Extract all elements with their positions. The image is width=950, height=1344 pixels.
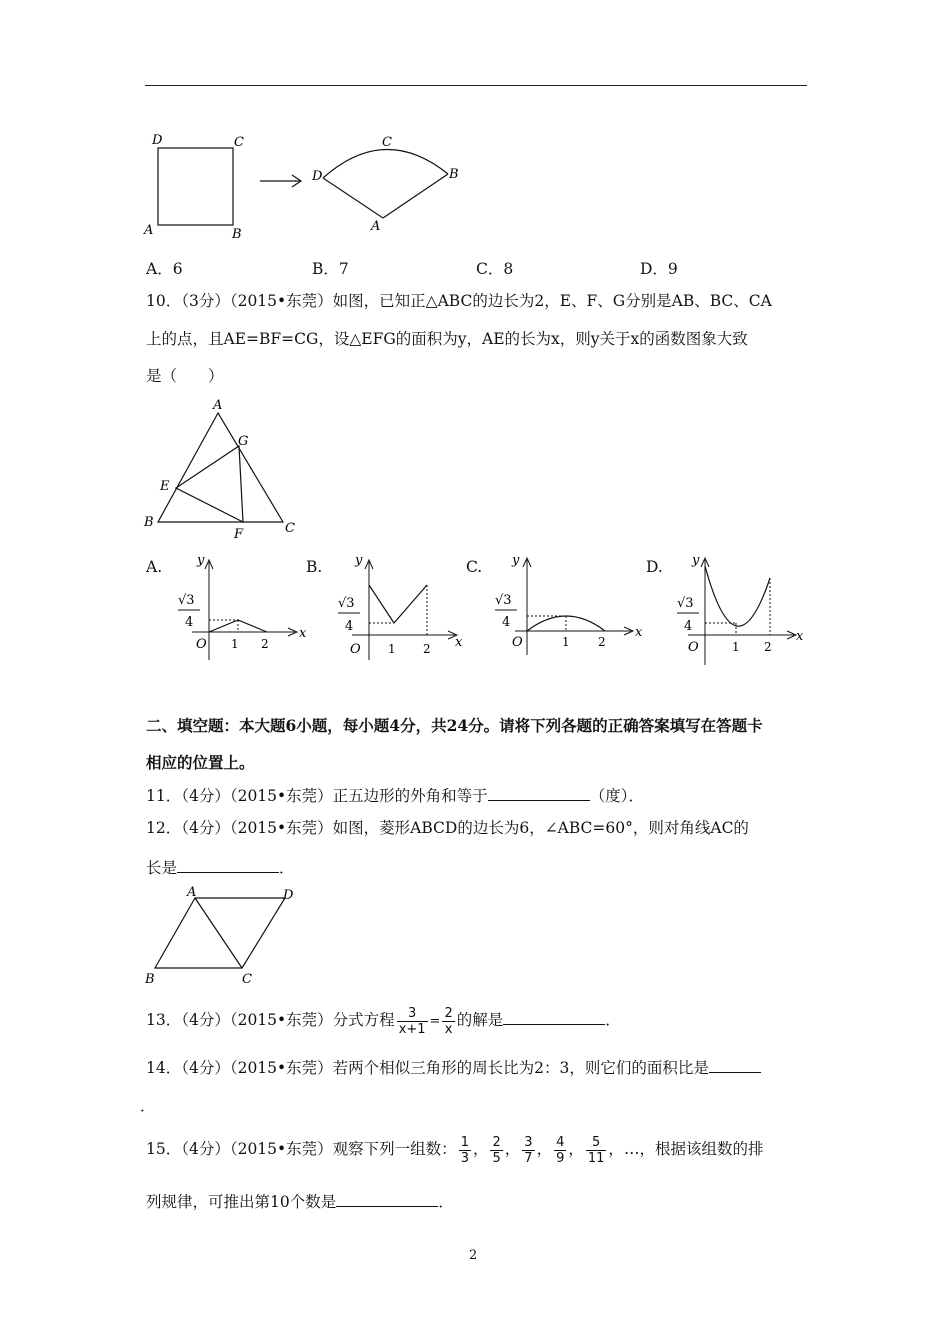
tick-1: 1 xyxy=(732,640,740,654)
q13-equals: = xyxy=(429,1014,441,1029)
q15-fraction-4 xyxy=(554,1135,566,1166)
den-label: 4 xyxy=(185,615,194,630)
origin-label: O xyxy=(196,637,207,652)
tick-2: 2 xyxy=(423,642,431,656)
q11-answer-blank[interactable] xyxy=(488,784,590,801)
q15-f3-den: 7 xyxy=(524,1150,533,1166)
q10-label-A: A xyxy=(213,398,223,413)
q9-label-D: D xyxy=(152,133,163,148)
q13-end: ． xyxy=(605,1011,621,1029)
den-label: 4 xyxy=(684,619,693,634)
q10-option-b[interactable]: B. xyxy=(306,558,323,576)
q10-label-F: F xyxy=(234,527,244,542)
q9-option-a[interactable]: A．6 xyxy=(146,260,183,278)
q12-rhombus-figure xyxy=(140,882,310,990)
q12-answer-blank[interactable] xyxy=(177,856,279,873)
q10-triangle-figure xyxy=(140,395,310,545)
q15-sep-4: ， xyxy=(568,1140,584,1158)
q10-option-a[interactable]: A. xyxy=(146,558,163,576)
q12-line2-end: ． xyxy=(279,859,295,877)
q9-arc-label-C: C xyxy=(382,135,392,150)
q12-label-A: A xyxy=(187,885,197,900)
q10-graph-b[interactable] xyxy=(332,550,472,665)
q11-line xyxy=(146,784,644,806)
q13-fraction-1 xyxy=(397,1006,428,1037)
q15-fraction-1 xyxy=(459,1135,471,1166)
q15-post: …，根据该组数的排 xyxy=(623,1140,764,1158)
q14-line2: ． xyxy=(140,1097,156,1115)
q10-label-E: E xyxy=(160,479,170,494)
diagonal-ac xyxy=(195,898,242,968)
x-axis-label: x xyxy=(299,626,307,641)
q13-frac2-den: x xyxy=(444,1021,453,1037)
y-axis-label: y xyxy=(197,553,205,568)
q9-arc-label-D: D xyxy=(312,169,323,184)
q10-option-d[interactable]: D. xyxy=(646,558,663,576)
tick-1: 1 xyxy=(562,635,570,649)
q13-line xyxy=(146,1003,621,1039)
q9-option-c[interactable]: C．8 xyxy=(476,260,514,278)
origin-label: O xyxy=(688,640,699,655)
header-rule xyxy=(145,85,807,86)
q14-text: 14．（4分）（2015•东莞）若两个相似三角形的周长比为2：3，则它们的面积比是 xyxy=(146,1059,709,1077)
sector-left xyxy=(323,178,383,218)
q15-sep-5: ， xyxy=(608,1140,624,1158)
q14-line xyxy=(146,1056,761,1078)
q9-label-B: B xyxy=(232,227,242,242)
q9-arc-label-B: B xyxy=(449,167,459,182)
q15-fraction-2 xyxy=(490,1135,502,1166)
q15-f3-num: 3 xyxy=(524,1134,533,1150)
q9-arc-label-A: A xyxy=(371,219,381,234)
q10-line3: 是（ ） xyxy=(146,367,224,385)
tick-1: 1 xyxy=(388,642,396,656)
q15-line1 xyxy=(146,1131,763,1167)
q15-fraction-3 xyxy=(522,1135,534,1166)
tick-1: 1 xyxy=(231,637,239,651)
section2-heading-line2: 相应的位置上。 xyxy=(146,753,255,772)
x-axis-label: x xyxy=(455,635,463,650)
origin-label: O xyxy=(350,642,361,657)
q15-f4-num: 4 xyxy=(556,1134,565,1150)
page-number: 2 xyxy=(469,1248,478,1263)
q9-label-A: A xyxy=(144,223,154,238)
q10-graph-a[interactable] xyxy=(172,550,312,665)
q13-frac1-num: 3 xyxy=(397,1006,428,1022)
q12-label-D: D xyxy=(283,888,294,903)
den-label: 4 xyxy=(345,619,354,634)
q15-f1-den: 3 xyxy=(460,1150,469,1166)
q10-label-G: G xyxy=(238,434,249,449)
q10-label-B: B xyxy=(144,515,154,530)
q15-f2-den: 5 xyxy=(492,1150,501,1166)
q15-sep-2: ， xyxy=(504,1140,521,1158)
q13-frac1-den: x+1 xyxy=(398,1021,426,1037)
q12-label-B: B xyxy=(145,972,155,987)
triangle-abc xyxy=(158,413,283,522)
graph-b-curve xyxy=(369,585,427,623)
q12-line1: 12．（4分）（2015•东莞）如图，菱形ABCD的边长为6，∠ABC=60°，则对角线AC的 xyxy=(146,819,749,837)
tick-2: 2 xyxy=(764,640,772,654)
q12-line2-text: 长是 xyxy=(146,859,178,877)
den-label: 4 xyxy=(502,615,511,630)
x-axis-label: x xyxy=(635,625,643,640)
q13-post: 的解是 xyxy=(456,1011,504,1029)
q12-label-C: C xyxy=(242,972,252,987)
sqrt3-label: √3 xyxy=(178,593,195,608)
q15-fraction-5 xyxy=(586,1135,607,1166)
q9-option-b[interactable]: B．7 xyxy=(312,260,349,278)
arc xyxy=(323,149,448,178)
y-axis-label: y xyxy=(692,553,700,568)
graph-d-curve xyxy=(705,566,770,626)
q15-f4-den: 9 xyxy=(556,1150,565,1166)
q10-graph-d[interactable] xyxy=(668,550,808,665)
q13-answer-blank[interactable] xyxy=(503,1008,605,1025)
q15-line2-end: ． xyxy=(438,1193,454,1211)
q15-sep-1: ， xyxy=(472,1140,489,1158)
sqrt3-label: √3 xyxy=(495,593,512,608)
tick-2: 2 xyxy=(261,637,269,651)
rhombus-abcd xyxy=(155,898,285,968)
q9-figure xyxy=(140,128,470,243)
q15-answer-blank[interactable] xyxy=(336,1190,438,1207)
q11-text: 11．（4分）（2015•东莞）正五边形的外角和等于 xyxy=(146,787,488,805)
square xyxy=(158,148,233,225)
q13-text: 13．（4分）（2015•东莞）分式方程 xyxy=(146,1011,395,1029)
q10-line1: 10．（3分）（2015•东莞）如图，已知正△ABC的边长为2，E、F、G分别是AB、BC、CA xyxy=(146,292,772,310)
x-axis-label: x xyxy=(796,629,804,644)
q13-frac2-num: 2 xyxy=(444,1005,453,1021)
sqrt3-label: √3 xyxy=(338,596,355,611)
q9-option-d[interactable]: D．9 xyxy=(640,260,678,278)
q15-line2-text: 列规律，可推出第10个数是 xyxy=(146,1193,337,1211)
q15-f1-num: 1 xyxy=(460,1134,469,1150)
y-axis-label: y xyxy=(355,553,363,568)
y-axis-label: y xyxy=(512,553,520,568)
tick-2: 2 xyxy=(598,635,606,649)
q12-line2 xyxy=(146,856,295,878)
q15-text: 15．（4分）（2015•东莞）观察下列一组数： xyxy=(146,1140,457,1158)
q13-fraction-2 xyxy=(442,1006,454,1037)
q10-line2: 上的点，且AE=BF=CG，设△EFG的面积为y，AE的长为x，则y关于x的函数图象大致 xyxy=(146,330,748,348)
sqrt3-label: √3 xyxy=(677,596,694,611)
q10-option-c[interactable]: C. xyxy=(466,558,483,576)
q15-f5-den: 11 xyxy=(587,1150,605,1166)
q10-label-C: C xyxy=(285,521,295,536)
q10-graph-c[interactable] xyxy=(490,550,650,665)
origin-label: O xyxy=(512,635,523,650)
section2-heading-line1: 二、填空题：本大题6小题，每小题4分，共24分。请将下列各题的正确答案填写在答题卡 xyxy=(146,716,763,735)
triangle-efg xyxy=(176,446,243,522)
sector-right xyxy=(383,174,448,218)
q15-line2 xyxy=(146,1190,454,1212)
q11-suffix: （度）． xyxy=(589,787,644,805)
q15-f2-num: 2 xyxy=(492,1134,501,1150)
q14-answer-blank[interactable] xyxy=(709,1056,761,1073)
q15-f5-num: 5 xyxy=(586,1135,607,1151)
q15-sep-3: ， xyxy=(536,1140,553,1158)
q9-label-C: C xyxy=(234,135,244,150)
